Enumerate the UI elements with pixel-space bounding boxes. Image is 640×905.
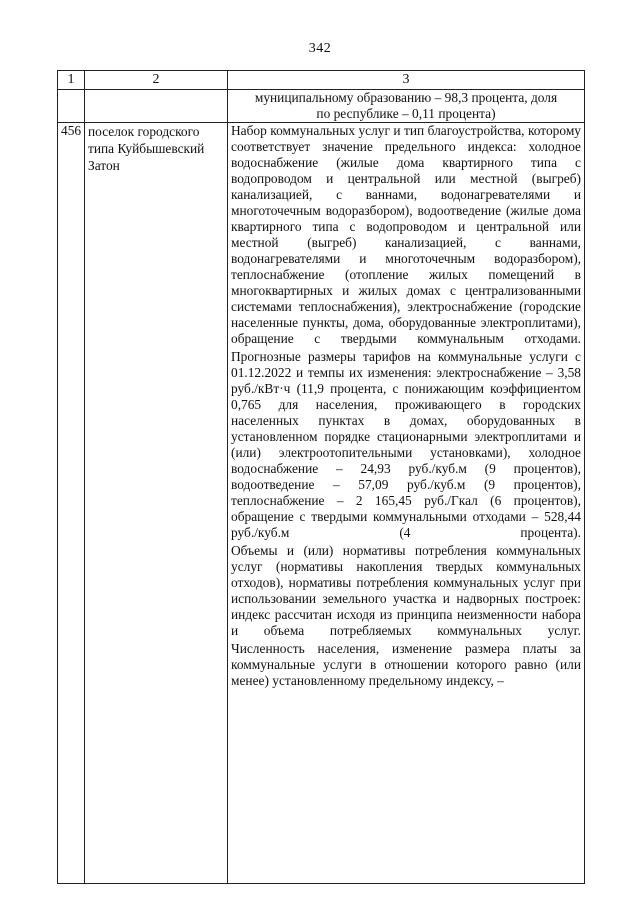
continuation-line: муниципальному образованию – 98,3 процента, доля (254, 90, 558, 105)
table-row (58, 123, 585, 884)
paragraph-consumption-norms: Объемы и (или) нормативы потребления коммунальных услуг (нормативы накопления твердых коммунальных отходов), нормативы потребления коммунальных услуг при использовании земельного участка и надворных построек: индекс рассчитан исходя из принципа неизменности набора и объема потребляемых коммунальных услуг. (231, 543, 581, 638)
table-row-continuation (58, 90, 585, 123)
row-number: 456 (58, 123, 85, 884)
column-header: 2 (85, 71, 228, 90)
description-cell (228, 123, 585, 884)
continuation-text-cell (228, 90, 585, 123)
paragraph-population: Численность населения, изменение размера платы за коммунальные услуги в отношении которого равно (или менее) установленному предельному индексу, – (231, 641, 581, 688)
paragraph-utilities-set: Набор коммунальных услуг и тип благоустройства, которому соответствует значение предельного индекса: холодное водоснабжение (жилые дома квартирного типа с водопроводом и центральной или местной (выгреб) канализацией, с ваннами, водонагревателями и многоточечным водоразбором), водоотведение (жилые дома квартирного типа с водопроводом и центральной или местной (выгреб) канализацией, с ваннами, водонагревателями и многоточечным водоразбором), теплоснабжение (отопление жилых помещений в многоквартирных и жилых домах с централизованными системами теплоснабжения), электроснабжение (городские населенные пункты, дома, оборудованные электроплитами), обращение с твердыми коммунальным отходами. (231, 123, 581, 346)
column-header: 1 (58, 71, 85, 90)
column-header: 3 (228, 71, 585, 90)
settlement-name-cell (85, 123, 228, 884)
paragraph-tariffs: Прогнозные размеры тарифов на коммунальные услуги с 01.12.2022 и темпы их изменения: электроснабжение – 3,58 руб./кВт·ч (11,9 процента, с понижающим коэффициентом 0,765 для населения, проживающего в городских населенных пунктах в домах, оборудованных в установленном порядке стационарными электроплитами и (или) электроотопительными установками), холодное водоснабжение – 24,93 руб./куб.м (9 процентов), водоотведение – 57,09 руб./куб.м (9 процентов), теплоснабжение – 2 165,45 руб./Гкал (6 процентов), обращение с твердыми коммунальными отходами – 528,44 руб./куб.м (4 процента). (231, 349, 581, 540)
page-number: 342 (308, 41, 332, 56)
continuation-line: по республике – 0,11 процента) (316, 106, 496, 121)
settlement-name: поселок городского типа Куйбышевский Затон (88, 124, 205, 173)
table-cell-empty (58, 90, 85, 123)
table-header-row (58, 71, 585, 90)
table-cell-empty (85, 90, 228, 123)
tariff-table (57, 70, 585, 884)
